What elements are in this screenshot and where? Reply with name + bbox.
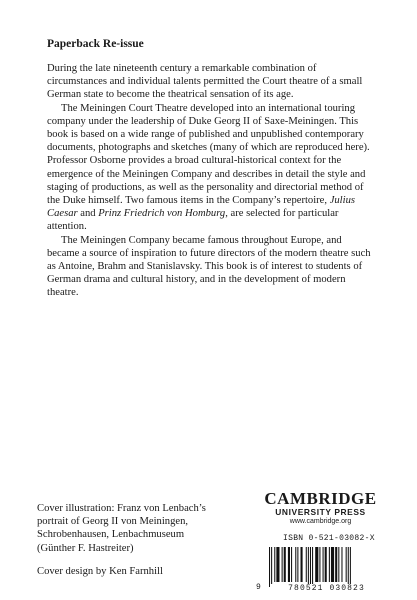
blurb-p2-text-b: and [77, 208, 99, 220]
blurb-paragraph-3: The Meiningen Company became famous throughout Europe, and became a source of inspiration to future directors of the modern theatre such as Antoine, Brahm and Stanislavsky. This book is of interest to students of German drama and cultural history, and in the development of modern theatre. [47, 234, 371, 299]
credit-line: portrait of Georg II von Meiningen, [37, 516, 189, 528]
publisher-logo [258, 490, 383, 526]
blurb-p2-text-a: The Meiningen Court Theatre developed into an international touring company under the leadership of Duke Georg II of Saxe-Meiningen. This book is based on a wide range of published and unpublished contemporary documents, photographs and sketches (many of which are reproduced here). Professor Osborne provides a broad cultural-historical context for the emergence of the Meiningen Company and describes in detail the style and staging of productions, as well as the personality and directorial method of the Duke himself. Two famous items in the Company’s repertoire, [47, 102, 370, 207]
title-prinz-friedrich: Prinz Friedrich von Homburg [98, 208, 226, 220]
publisher-name: CAMBRIDGE [264, 489, 377, 508]
isbn-number: ISBN 0-521-03082-X [283, 534, 375, 543]
cover-design-credit: Cover design by Ken Farnhill [37, 566, 163, 577]
credit-line: Cover illustration: Franz von Lenbach’s [37, 503, 206, 514]
reissue-heading: Paperback Re-issue [47, 38, 144, 50]
publisher-url: www.cambridge.org [289, 518, 352, 525]
blurb-paragraph-2 [47, 102, 375, 234]
blurb-paragraph-1: During the late nineteenth century a remarkable combination of circumstances and individual talents permitted the Court theatre of a small German state to become the theatrical sensation of its age. [47, 63, 363, 101]
publisher-subname: UNIVERSITY PRESS [275, 507, 366, 517]
barcode-digits: 780521 030823 [270, 584, 383, 593]
barcode-bars [265, 547, 385, 587]
credit-line: Schrobenhausen, Lenbachmuseum [37, 529, 185, 541]
credit-line: (Günther F. Hastreiter) [37, 542, 134, 554]
title-julius-caesar: Julius Caesar [47, 195, 355, 220]
barcode-lead-digit: 9 [256, 583, 261, 592]
blurb-p2-text-c: , are selected for particular attention. [47, 208, 339, 233]
back-cover-blurb [47, 62, 375, 300]
cover-illustration-credit [37, 502, 237, 555]
